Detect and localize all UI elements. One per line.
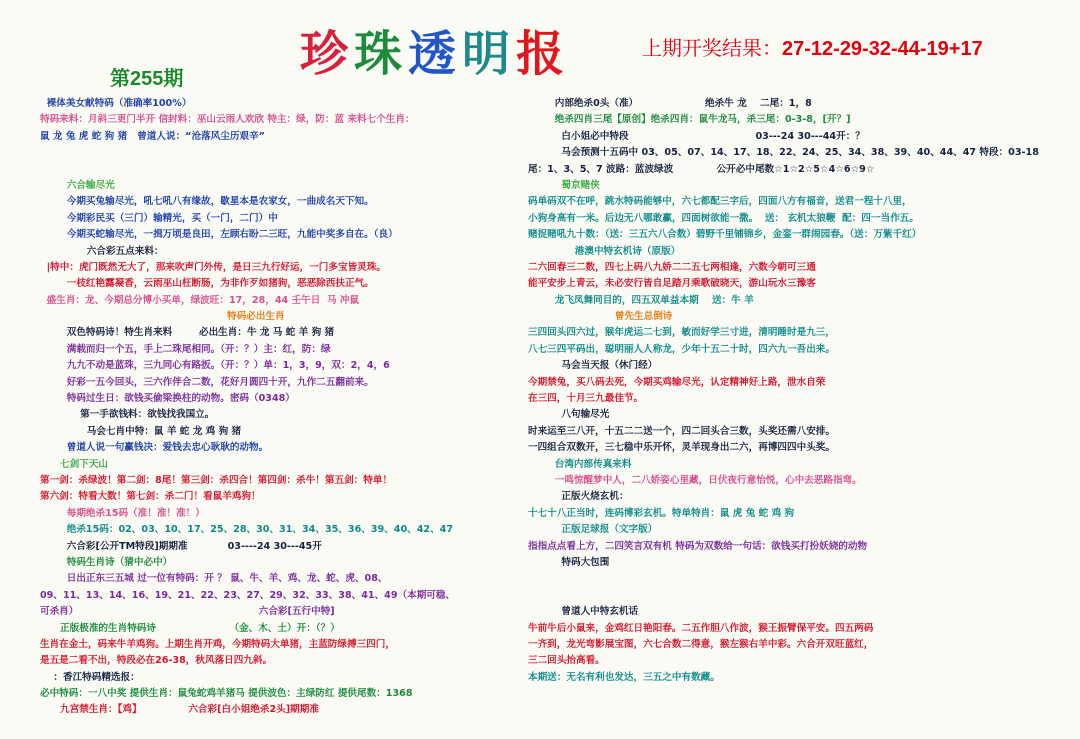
masthead-char: 珍	[300, 26, 349, 82]
masthead-char: 透	[408, 26, 457, 82]
text-line: 赌捉赌吼九十数：（送：三五六八合数）碧野千里铺锦乡，金銮一群闹园春。（送：万紫千红）	[528, 229, 922, 241]
text-line: 是五是二看不出，特段必在26-38，秋风落日四九斜。	[40, 655, 273, 667]
text-line: 第六剑：特看大数！第七剑：杀二门！看鼠羊鸡狗！	[40, 491, 261, 503]
text-line: 龙飞凤舞同目的，四五双单益本期 送：牛 羊	[528, 294, 754, 306]
text-line: 六合彩[公开TM特段]期期准 03----24 30---45开	[40, 540, 322, 552]
text-line: 今期买蛇输尽光，一揖万顷是良田，左顾右盼二三旺，九能中奖多自在。（良）	[40, 229, 398, 241]
masthead-char: 明	[462, 26, 511, 82]
text-line: 一鸣惊醒梦中人，二八娇姿心里藏，日伏夜行意怡悦，心中去恶路指弯。	[528, 474, 862, 486]
text-line: 码单码双不在呼，跳水特码能够中，六七都配三字后，四面八方有福音，送君一程十八里，	[528, 196, 912, 208]
text-line: 一枝红艳露凝香，云雨巫山枉断肠，为非作歹如猪狗，恶恶除西扶正气。	[40, 278, 374, 290]
results-numbers: 27-12-29-32-44-19+17	[782, 38, 983, 60]
text-line: 第一剑：杀绿波！第二剑：8尾！第三剑：杀四合！第四剑：杀牛！第五剑：特单！	[40, 474, 393, 486]
text-line: 鼠 龙 兔 虎 蛇 狗 猪 曾道人说：“沧落风尘历艰辛”	[40, 130, 265, 142]
text-line: |特中：虎门既然无大了，那来吹声门外传，是日三九行好运，一门多宝皆灵珠。	[40, 261, 386, 273]
text-line: 内部绝杀0头（准） 绝杀牛 龙 二尾：1，8	[528, 98, 812, 109]
text-line: 六合彩五点来料：	[40, 245, 164, 257]
text-line: 小狗身高有一米。后边无八哪敢赢，四面树欲能一撒。 送： 玄机太狼鞭 配：四一当作五。	[528, 212, 919, 224]
masthead-char: 报	[516, 26, 565, 82]
text-line: 特码必出生肖	[40, 311, 285, 323]
text-line: 九宫禁生肖：【鸡】 六合彩[白小姐绝杀2头]期期准	[40, 704, 319, 716]
text-line: 正版极准的生肖特码诗 （金、木、土）开：（？）	[40, 622, 340, 634]
text-line: 盛生肖：龙、今期总分博小买单，绿波旺：17，28，44 壬午日 马 冲鼠	[40, 294, 360, 306]
text-line: 六合输尽光	[40, 179, 115, 191]
text-line: 港澳中特玄机诗（原版）	[528, 245, 681, 257]
text-line: 一四组合双数开，三七稳中乐开怀，灵羊现身出二六，再博四四中头奖。	[528, 442, 835, 454]
text-line: 好彩一五今回头，三六作伴合二数，花好月圆四十开，九作二五翻前来。	[40, 376, 374, 388]
spacer	[40, 162, 525, 178]
text-line: 日出正东三五城 过一位有特码：开 ？ 鼠、牛、羊、鸡、龙、蛇、虎、08、	[40, 573, 388, 585]
text-line: 特码来料：月斜三更门半开 信封料：巫山云雨人欢欣 特主：绿，防：蓝 来料七个生肖：	[40, 114, 415, 126]
text-line: ：香江特码精选报：	[40, 671, 140, 683]
text-line: 生肖在金土，码来牛羊鸡狗。上期生肖开鸡，今期特码大单猪，主蓝防绿搏三四门，	[40, 638, 395, 650]
text-line: 牛前牛后小鼠来，金鸡红日艳阳春。二五作胆八作波，猴王振臂保平安。四五两码	[528, 622, 874, 634]
left-column	[40, 96, 525, 719]
text-line: 本期送：无名有利也发达，三五之中有数藏。	[528, 671, 720, 683]
text-line: 指指点点看上方，二四笑言双有机 特码为双数给一句话：欲钱买打扮妖娆的动物	[528, 540, 868, 552]
text-line: 今期彩民买（三门）输精光，买（一门，二门）中	[40, 212, 278, 224]
text-line: 八句输尽光	[528, 409, 610, 421]
text-line: 正版足球报（文字版）	[528, 524, 658, 536]
text-line: 在三四，十月三九最佳节。	[528, 393, 644, 405]
text-line: 蜀京赌侠	[528, 179, 600, 191]
right-column	[528, 96, 1050, 686]
text-line: 能平安步上青云，未必安行皆自足踏月乘歌破晓天，游山玩水三豫客	[528, 278, 816, 290]
last-draw-results	[642, 36, 983, 62]
text-line: 绝杀四肖三尾【原创】绝杀四肖：鼠牛龙马，杀三尾：0-3-8，[开？]	[528, 114, 851, 126]
text-line: 三二回头抬高看。	[528, 655, 605, 667]
text-line: 今期买兔输尽光，吼七吼八有缘故，歇星本是农家女，一曲成名天下知。	[40, 196, 374, 208]
text-line: 必中特码：一八中奖 提供生肖：鼠兔蛇鸡羊猪马 提供波色：主绿防红 提供尾数：1368	[40, 688, 413, 700]
text-line: 三四回头四六过，猴年虎运二七到，敏而好学三寸进，清明睡时是九三，	[528, 327, 835, 339]
text-line: 绝杀15码：02、03、10、17、25、28、30、31、34、35、36、39、40、42、47	[40, 524, 454, 536]
text-line: 特码生肖诗（猜中必中）	[40, 556, 173, 568]
text-line: 今期禁兔，买八码去死，今期买鸡输尽光，认定精神好上路，泄水自荣	[528, 376, 826, 388]
text-line: 特码过生日：欲钱买偷梁换柱的动物。密码（0348）	[40, 393, 295, 405]
spacer	[40, 145, 525, 161]
text-line: 满载而归一个五，手上二珠尾相同。（开：？）主：红，防：绿	[40, 343, 331, 355]
text-line: 特码大包围	[528, 556, 610, 568]
masthead-char: 珠	[354, 26, 403, 82]
spacer	[528, 571, 1050, 587]
text-line: 马会七肖中特：鼠 羊 蛇 龙 鸡 狗 猪	[40, 425, 242, 437]
text-line: 正版火烧玄机：	[528, 491, 629, 503]
text-line: 二六回春三二数，四七上码八九娇二二五七两相逢，六数今朝可三通	[528, 261, 816, 273]
issue-number: 第255期	[110, 68, 184, 90]
text-line: 白小姐必中特段 03---24 30---44开：？	[528, 130, 865, 142]
text-line: 一齐到，龙光弯影展宝图，六七合数二得意，猴左猴右羊中彩。六合开双旺蓝红，	[528, 638, 874, 650]
text-line: 马会预测十五码中 03、05、07、14、17、18、22、24、25、34、38、39、40、44、47 特段：03-18	[528, 147, 1039, 159]
text-line: 台湾内部传真来料	[528, 458, 632, 470]
text-line: 马会当天报（休门经）	[528, 360, 658, 372]
text-line: 曾道人中特玄机话	[528, 606, 639, 618]
text-line: 双色特码诗！特生肖来料 必出生肖：牛 龙 马 蛇 羊 狗 猪	[40, 327, 335, 339]
text-line: 八七三四平码出，聪明丽人人称龙，少年十五二十时，四六九一吾出来。	[528, 343, 835, 355]
text-line: 七剑下天山	[40, 458, 109, 470]
text-line: 九九不动是蓝珠，三九同心有路扳。（开：？）单：1，3，9，双：2，4，6	[40, 360, 390, 372]
text-line: 第一手欲钱料：欲钱找我国立。	[40, 409, 215, 421]
text-line: 裸体美女献特码（准确率100%）	[40, 98, 192, 109]
text-line: 曾先生总倒诗	[528, 311, 673, 323]
text-line: 尾：1、3、5、7 波路：蓝波绿波 公开必中尾数☆1☆2☆5☆4☆6☆9☆	[528, 163, 875, 175]
text-line: 十七十八正当时，连码博彩玄机。特单特肖：鼠 虎 兔 蛇 鸡 狗	[528, 507, 795, 519]
spacer	[528, 588, 1050, 604]
text-line: 曾道人说一句赢钱决：爱钱去忠心耿耿的动物。	[40, 442, 269, 454]
text-line: 可杀肖） 六合彩[五行中特]	[40, 606, 335, 618]
masthead-title	[300, 22, 564, 82]
results-label: 上期开奖结果：	[642, 38, 782, 60]
text-line: 每期绝杀15码（准！准！准！）	[40, 507, 205, 519]
text-line: 09、11、13、14、16、19、21、22、23、27、29、32、33、38、41、49（本期可稳、	[40, 589, 456, 601]
text-line: 时来运至三八开，十五二二送一个，四二回头合三数，头奖还需八安排。	[528, 425, 835, 437]
